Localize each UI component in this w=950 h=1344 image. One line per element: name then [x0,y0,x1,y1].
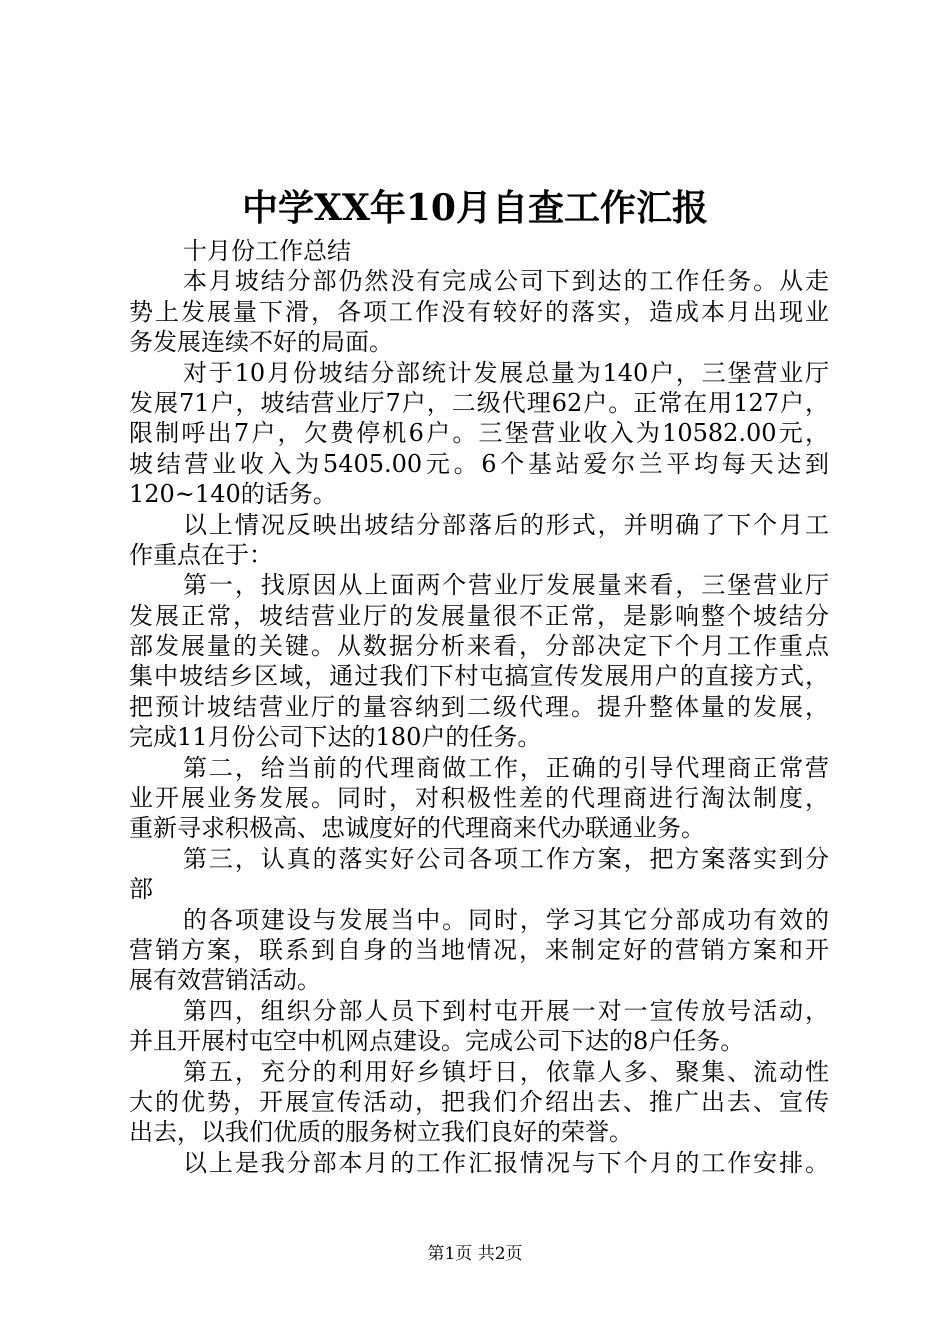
text-line: 第三，认真的落实好公司各项工作方案，把方案落实到分 [183,844,829,873]
text-line: 本月坡结分部仍然没有完成公司下到达的工作任务。从走 [183,267,829,296]
text-line: 展有效营销活动。 [129,966,321,995]
text-line: 把预计坡结营业厅的量容纳到二级代理。提升整体量的发展， [129,692,829,721]
page-footer: 第1页 共2页 [427,1244,523,1264]
text-line: 坡结营业收入为5405.00元。6个基站爱尔兰平均每天达到 [129,449,829,478]
text-line: 十月份工作总结 [183,237,351,265]
text-line: 第二，给当前的代理商做工作，正确的引导代理商正常营 [183,753,829,782]
text-line: 完成11月份公司下达的180户的任务。 [129,723,542,752]
text-line: 部发展量的关键。从数据分析来看，分部决定下个月工作重点 [129,632,829,661]
text-line: 作重点在于： [129,540,273,569]
text-line: 业开展业务发展。同时，对积极性差的代理商进行淘汰制度， [129,784,829,813]
text-line: 势上发展量下滑，各项工作没有较好的落实，造成本月出现业 [129,297,829,326]
text-line: 第五，充分的利用好乡镇圩日，依靠人多、聚集、流动性 [183,1057,829,1086]
text-line: 营销方案，联系到自身的当地情况，来制定好的营销方案和开 [129,935,829,964]
text-line: 集中坡结乡区域，通过我们下村屯搞宣传发展用户的直接方式， [129,662,829,691]
document-title: 中学XX年10月自查工作汇报 [242,187,708,229]
text-line: 的各项建设与发展当中。同时，学习其它分部成功有效的 [183,905,829,934]
text-line: 对于10月份坡结分部统计发展总量为140户，三堡营业厅 [183,358,829,387]
text-line: 以上情况反映出坡结分部落后的形式，并明确了下个月工 [183,510,829,539]
text-line: 部 [129,875,153,904]
text-line: 第四，组织分部人员下到村屯开展一对一宣传放号活动， [183,996,829,1025]
text-line: 务发展连续不好的局面。 [129,328,393,357]
text-line: 出去，以我们优质的服务树立我们良好的荣誉。 [129,1118,633,1147]
text-line: 重新寻求积极高、忠诚度好的代理商来代办联通业务。 [129,814,705,843]
text-line: 以上是我分部本月的工作汇报情况与下个月的工作安排。 [183,1148,829,1177]
text-line: 发展71户，坡结营业厅7户，二级代理62户。正常在用127户， [129,388,829,417]
text-line: 限制呼出7户，欠费停机6户。三堡营业收入为10582.00元， [129,419,829,448]
text-line: 第一，找原因从上面两个营业厅发展量来看，三堡营业厅 [183,571,829,600]
text-line: 120~140的话务。 [129,480,337,509]
text-line: 发展正常，坡结营业厅的发展量很不正常，是影响整个坡结分 [129,601,829,630]
text-line: 大的优势，开展宣传活动，把我们介绍出去、推广出去、宣传 [129,1087,829,1116]
document-body [129,236,829,1178]
text-line: 并且开展村屯空中机网点建设。完成公司下达的8户任务。 [129,1027,745,1056]
